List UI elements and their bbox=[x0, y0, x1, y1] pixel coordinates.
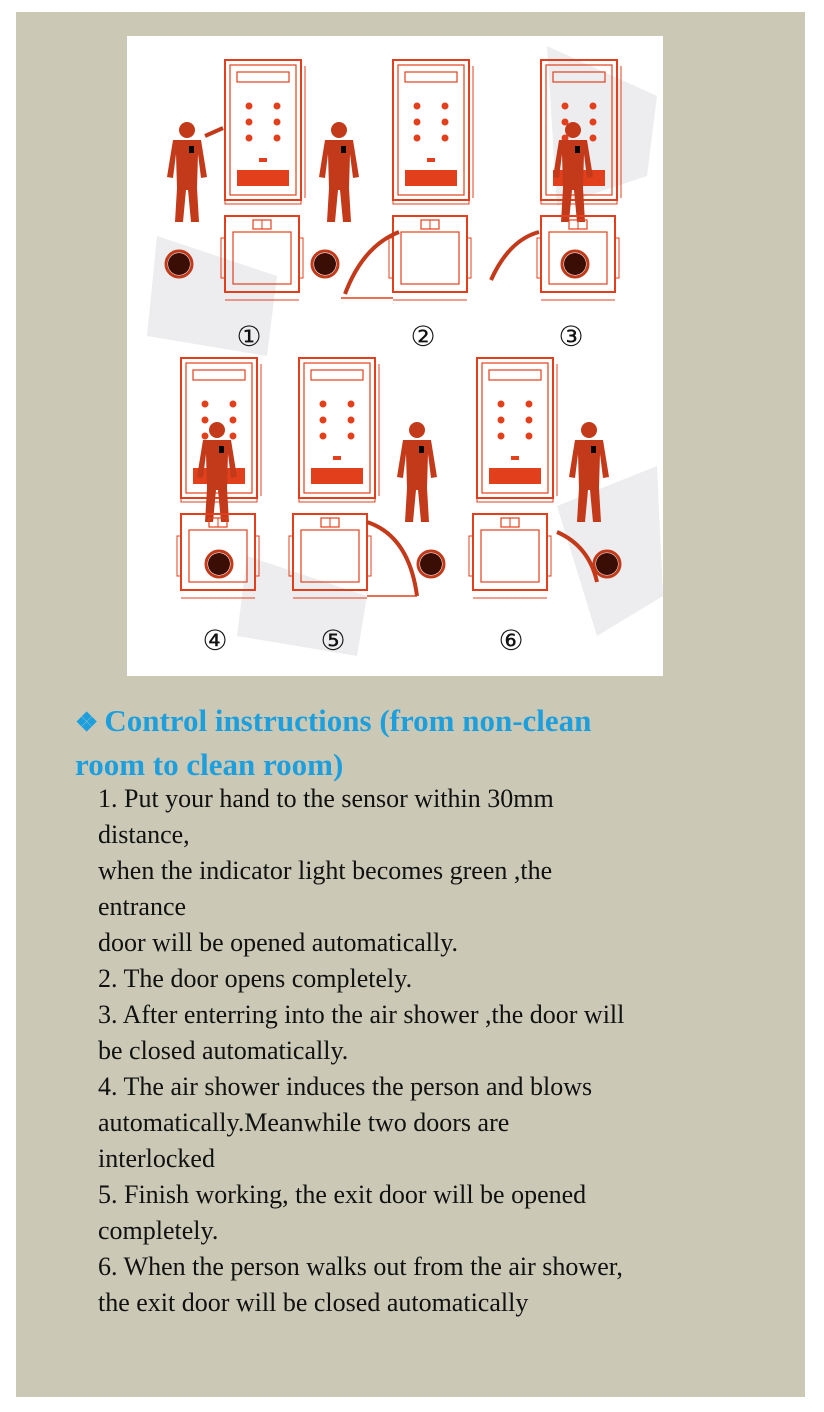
step-1-line-4: entrance bbox=[98, 892, 187, 921]
step-1-line-5: door will be opened automatically. bbox=[98, 928, 459, 957]
step-1-line-1: 1. Put your hand to the sensor within 30mm bbox=[98, 784, 554, 813]
step-marker-6: ⑥ bbox=[498, 624, 524, 657]
heading-line-1: Control instructions (from non-clean bbox=[104, 703, 592, 738]
instruction-steps bbox=[98, 781, 778, 1321]
step-marker-5: ⑤ bbox=[320, 624, 346, 657]
step-3-line-2: be closed automatically. bbox=[98, 1036, 349, 1065]
step-3-line-1: 3. After enterring into the air shower ,the door will bbox=[98, 1000, 625, 1029]
step-6-line-1: 6. When the person walks out from the air shower, bbox=[98, 1252, 623, 1281]
diamond-bullet-icon: ❖ bbox=[75, 708, 99, 737]
step-marker-3: ③ bbox=[558, 320, 584, 353]
step-1-line-3: when the indicator light becomes green ,the bbox=[98, 856, 553, 885]
step-2: 2. The door opens completely. bbox=[98, 964, 413, 993]
step-4-line-1: 4. The air shower induces the person and blows bbox=[98, 1072, 593, 1101]
step-4-line-2: automatically.Meanwhile two doors are bbox=[98, 1108, 510, 1137]
step-marker-4: ④ bbox=[202, 624, 228, 657]
step-5-line-2: completely. bbox=[98, 1216, 219, 1245]
step-5-line-1: 5. Finish working, the exit door will be opened bbox=[98, 1180, 587, 1209]
section-heading bbox=[75, 700, 735, 786]
step-marker-1: ① bbox=[236, 320, 262, 353]
step-marker-2: ② bbox=[410, 320, 436, 353]
step-4-line-3: interlocked bbox=[98, 1144, 215, 1173]
step-1-line-2: distance, bbox=[98, 820, 190, 849]
heading-line-2: room to clean room) bbox=[75, 747, 344, 782]
step-6-line-2: the exit door will be closed automatically bbox=[98, 1288, 529, 1317]
air-shower-diagram bbox=[127, 36, 663, 676]
